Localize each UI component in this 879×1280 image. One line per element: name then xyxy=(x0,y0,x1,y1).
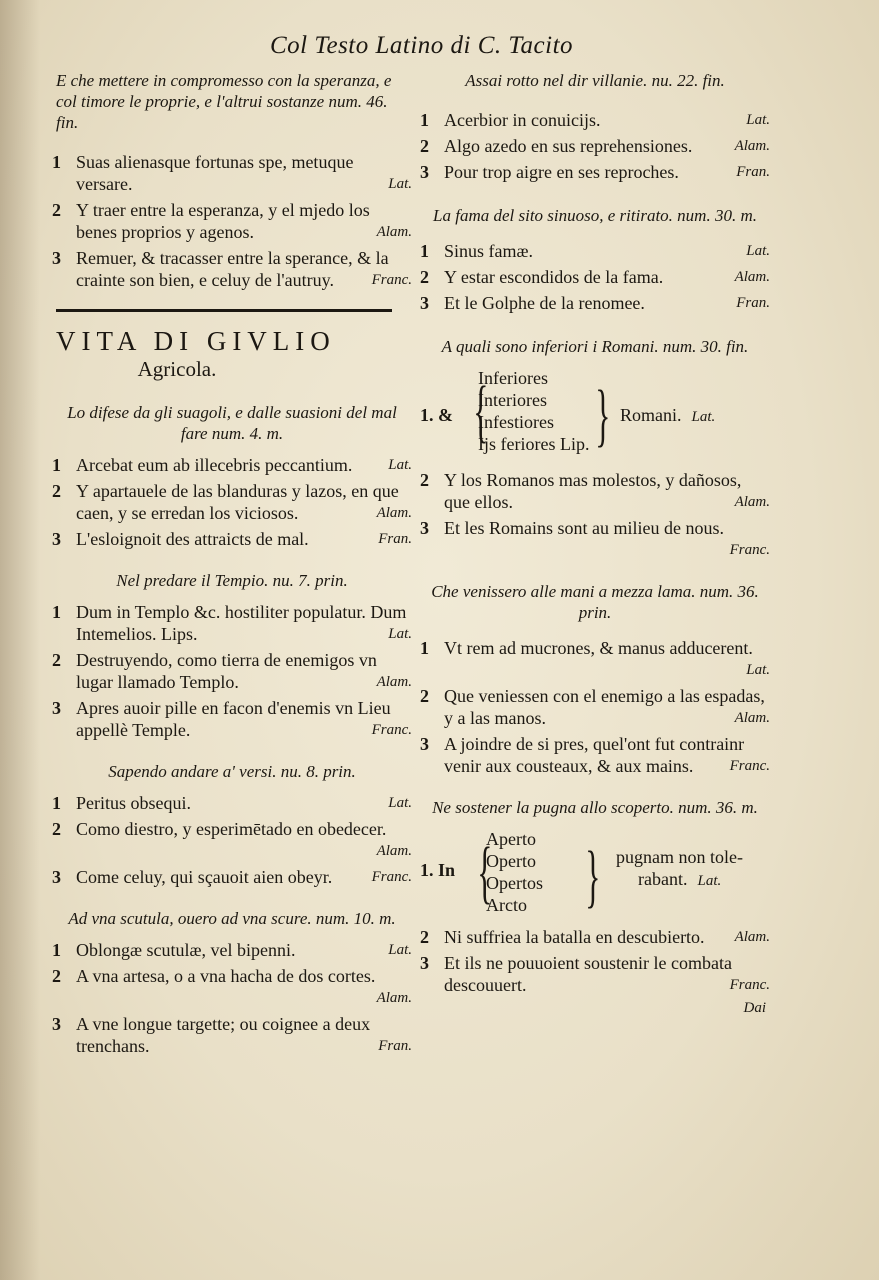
entry-number: 1 xyxy=(52,455,61,475)
entry-body xyxy=(76,792,412,814)
entry-body xyxy=(76,480,412,524)
entry-body xyxy=(76,866,412,888)
brace-result xyxy=(620,405,715,426)
section-heading: Assai rotto nel dir villanie. nu. 22. fin. xyxy=(465,71,725,90)
left-brace: { xyxy=(473,373,489,450)
entry xyxy=(420,135,770,157)
running-head: Col Testo Latino di C. Tacito xyxy=(270,32,574,59)
entry-body xyxy=(444,926,770,948)
entry-number: 2 xyxy=(52,650,61,670)
variant-list xyxy=(478,367,589,455)
divider-rule xyxy=(56,309,392,312)
entry-body xyxy=(444,135,770,157)
entry-text: Y estar escondidos de la fama. xyxy=(444,267,664,287)
language-abbr: Fran. xyxy=(736,295,770,311)
catchword: Dai xyxy=(743,1000,766,1016)
entry-text: Arcebat eum ab illecebris peccantium. xyxy=(76,455,353,475)
language-abbr: Alam. xyxy=(734,710,770,726)
entry-body xyxy=(444,952,770,996)
entry-number: 2 xyxy=(52,966,61,986)
entry xyxy=(420,240,770,262)
entry-body xyxy=(444,266,770,288)
entry xyxy=(52,1013,412,1057)
entry-body xyxy=(76,818,412,862)
entry xyxy=(52,480,412,524)
section-heading: Lo difese da gli suagoli, e dalle suasioni del mal fare num. 4. m. xyxy=(67,403,397,443)
entry-number: 1 xyxy=(52,940,61,960)
language-abbr: Fran. xyxy=(378,1038,412,1054)
entry-number: 2 xyxy=(52,481,61,501)
variant-item: Operto xyxy=(486,851,536,871)
variant-brace-block xyxy=(420,828,770,920)
entry-text: Et les Romains sont au milieu de nous. xyxy=(444,518,724,538)
language-abbr: Lat. xyxy=(388,795,412,811)
variant-item: Arcto xyxy=(486,895,527,915)
entry-text: Acerbior in conuicijs. xyxy=(444,110,601,130)
entry-text: Sinus famæ. xyxy=(444,241,534,261)
entry-body xyxy=(76,697,412,741)
entry-text: Ni suffriea la batalla en descubierto. xyxy=(444,927,705,947)
entry xyxy=(420,469,770,513)
entry-body xyxy=(444,517,770,561)
entry-number: 3 xyxy=(52,698,61,718)
vita-title: VITA DI GIVLIO xyxy=(56,326,336,356)
entry-text: Et le Golphe de la renomee. xyxy=(444,293,645,313)
entry xyxy=(52,697,412,741)
entry-body xyxy=(444,292,770,314)
entry xyxy=(52,247,412,291)
brace-prefix: 1. & xyxy=(420,405,453,425)
entry xyxy=(52,792,412,814)
language-abbr: Franc. xyxy=(729,758,770,774)
language-abbr: Alam. xyxy=(376,674,412,690)
language-abbr: Lat. xyxy=(388,942,412,958)
entry-number: 3 xyxy=(52,1014,61,1034)
brace-result-line: pugnam non tole- xyxy=(616,847,743,867)
entry-text: Y traer entre la esperanza, y el mjedo los benes proprios y agenos. xyxy=(76,200,370,242)
language-abbr: Alam. xyxy=(734,929,770,945)
language-abbr: Lat. xyxy=(388,626,412,642)
brace-result-text: Romani. xyxy=(620,405,682,425)
language-abbr: Fran. xyxy=(736,164,770,180)
left-column xyxy=(52,70,412,1061)
language-abbr: Alam. xyxy=(734,269,770,285)
vita-subtitle: Agricola. xyxy=(137,357,217,381)
brace-result xyxy=(616,846,743,892)
language-abbr: Lat. xyxy=(691,409,716,425)
variant-item: Ijs feriores Lip. xyxy=(478,434,590,454)
entry xyxy=(420,292,770,314)
section-heading: A quali sono inferiori i Romani. num. 30. fin. xyxy=(441,337,749,356)
entry xyxy=(52,601,412,645)
entry-body xyxy=(444,685,770,729)
entry-number: 1 xyxy=(52,152,61,172)
entry-body xyxy=(76,1013,412,1057)
entry-text: L'esloignoit des attraicts de mal. xyxy=(76,529,309,549)
section-heading: La fama del sito sinuoso, e ritirato. num. 30. m. xyxy=(433,206,757,225)
section-heading: Ad vna scutula, ouero ad vna scure. num. 10. m. xyxy=(68,909,396,928)
entry-text: A joindre de si pres, quel'ont fut contrainr venir aux cousteaux, & aux mains. xyxy=(444,734,745,776)
language-abbr: Lat. xyxy=(697,873,722,889)
entry-text: Suas alienasque fortunas spe, metuque versare. xyxy=(76,152,354,194)
entry-body xyxy=(444,469,770,513)
entry-text: A vna artesa, o a vna hacha de dos cortes. xyxy=(76,966,376,986)
entry-text: Que veniessen con el enemigo a las espadas, y a las manos. xyxy=(444,686,765,728)
brace-result-text: rabant. xyxy=(638,869,688,889)
right-column xyxy=(420,70,770,1017)
entry-text: Como diestro, y esperimētado en obedecer. xyxy=(76,819,387,839)
language-abbr: Lat. xyxy=(388,457,412,473)
language-abbr: Lat. xyxy=(388,176,412,192)
language-abbr: Lat. xyxy=(746,112,770,128)
entry-number: 2 xyxy=(52,200,61,220)
variant-item: Opertos xyxy=(486,873,543,893)
entry-number: 2 xyxy=(420,927,429,947)
entry xyxy=(420,637,770,681)
language-abbr: Franc. xyxy=(371,272,412,288)
entry-body xyxy=(76,247,412,291)
language-abbr: Fran. xyxy=(378,531,412,547)
entry-number: 3 xyxy=(420,293,429,313)
entry-text: A vne longue targette; ou coignee a deux trenchans. xyxy=(76,1014,371,1056)
entry-body xyxy=(76,601,412,645)
right-brace: } xyxy=(595,377,611,454)
language-abbr: Franc. xyxy=(729,542,770,558)
language-abbr: Lat. xyxy=(746,662,770,678)
entry-text: Pour trop aigre en ses reproches. xyxy=(444,162,679,182)
entry xyxy=(52,818,412,862)
variant-brace-block xyxy=(420,367,770,463)
section-heading: Ne sostener la pugna allo scoperto. num. 36. m. xyxy=(432,798,758,817)
language-abbr: Alam. xyxy=(734,138,770,154)
entry-number: 3 xyxy=(52,248,61,268)
entry-text: Y apartauele de las blanduras y lazos, en que caen, y se erredan los viciosos. xyxy=(76,481,399,523)
entry-text: Et ils ne pouuoient soustenir le combata descouuert. xyxy=(444,953,732,995)
variant-item: Infestiores xyxy=(478,412,554,432)
entry-text: Come celuy, qui sçauoit aien obeyr. xyxy=(76,867,333,887)
brace-result-line-2 xyxy=(616,868,743,892)
entry xyxy=(52,965,412,1009)
entry-body xyxy=(444,637,770,681)
entry-body xyxy=(444,733,770,777)
entry xyxy=(52,454,412,476)
entry xyxy=(420,266,770,288)
entry xyxy=(420,685,770,729)
entry xyxy=(52,199,412,243)
entry-text: Oblongæ scutulæ, vel bipenni. xyxy=(76,940,296,960)
entry xyxy=(52,939,412,961)
entry-text: Remuer, & tracasser entre la sperance, & la crainte son bien, e celuy de l'autruy. xyxy=(76,248,389,290)
entry-body xyxy=(76,939,412,961)
entry xyxy=(420,109,770,131)
entry-text: Dum in Templo &c. hostiliter populatur. Dum Intemelios. Lips. xyxy=(76,602,407,644)
language-abbr: Alam. xyxy=(734,494,770,510)
entry-text: Peritus obsequi. xyxy=(76,793,191,813)
entry-number: 2 xyxy=(420,136,429,156)
section-heading: Che venissero alle mani a mezza lama. num. 36. prin. xyxy=(431,582,759,622)
language-abbr: Franc. xyxy=(371,722,412,738)
entry xyxy=(420,926,770,948)
entry-body xyxy=(76,528,412,550)
entry-body xyxy=(444,161,770,183)
entry xyxy=(52,866,412,888)
entry-number: 2 xyxy=(420,267,429,287)
language-abbr: Alam. xyxy=(376,505,412,521)
entry-number: 3 xyxy=(420,518,429,538)
variant-item: Inferiores xyxy=(478,368,548,388)
entry-text: Y los Romanos mas molestos, y dañosos, que ellos. xyxy=(444,470,742,512)
entry-number: 2 xyxy=(52,819,61,839)
right-brace: } xyxy=(585,838,601,915)
entry-number: 2 xyxy=(420,470,429,490)
entry xyxy=(420,733,770,777)
entry-text: Apres auoir pille en facon d'enemis vn Lieu appellè Temple. xyxy=(76,698,391,740)
entry-text: Vt rem ad mucrones, & manus adducerent. xyxy=(444,638,753,658)
entry-body xyxy=(76,454,412,476)
entry-text: Algo azedo en sus reprehensiones. xyxy=(444,136,693,156)
entry-body xyxy=(76,649,412,693)
variant-item: Interiores xyxy=(478,390,547,410)
entry xyxy=(52,151,412,195)
language-abbr: Alam. xyxy=(376,224,412,240)
left-brace: { xyxy=(477,834,493,911)
language-abbr: Franc. xyxy=(371,869,412,885)
entry-body xyxy=(444,240,770,262)
entry-body xyxy=(444,109,770,131)
entry-number: 1 xyxy=(52,602,61,622)
entry-number: 1 xyxy=(52,793,61,813)
brace-prefix: 1. In xyxy=(420,860,456,880)
language-abbr: Franc. xyxy=(729,977,770,993)
language-abbr: Alam. xyxy=(376,843,412,859)
entry xyxy=(420,161,770,183)
entry-number: 1 xyxy=(420,241,429,261)
entry-number: 3 xyxy=(52,529,61,549)
entry-body xyxy=(76,199,412,243)
entry-text: Destruyendo, como tierra de enemigos vn lugar llamado Templo. xyxy=(76,650,377,692)
entry-body xyxy=(76,151,412,195)
section-heading: Sapendo andare a' versi. nu. 8. prin. xyxy=(108,762,356,781)
entry-number: 3 xyxy=(52,867,61,887)
variant-item: Aperto xyxy=(486,829,536,849)
entry xyxy=(420,952,770,996)
variant-list xyxy=(486,828,543,916)
entry-body xyxy=(76,965,412,1009)
language-abbr: Alam. xyxy=(376,990,412,1006)
entry-number: 3 xyxy=(420,953,429,973)
entry-number: 3 xyxy=(420,162,429,182)
entry-number: 2 xyxy=(420,686,429,706)
entry xyxy=(52,649,412,693)
entry-number: 1 xyxy=(420,110,429,130)
entry xyxy=(52,528,412,550)
section-heading: Nel predare il Tempio. nu. 7. prin. xyxy=(116,571,348,590)
entry xyxy=(420,517,770,561)
binding-shadow xyxy=(0,0,40,1280)
section-heading: E che mettere in compromesso con la speranza, e col timore le proprie, e l'altrui sostanze num. 46. fin. xyxy=(56,71,392,132)
language-abbr: Lat. xyxy=(746,243,770,259)
entry-number: 3 xyxy=(420,734,429,754)
entry-number: 1 xyxy=(420,638,429,658)
